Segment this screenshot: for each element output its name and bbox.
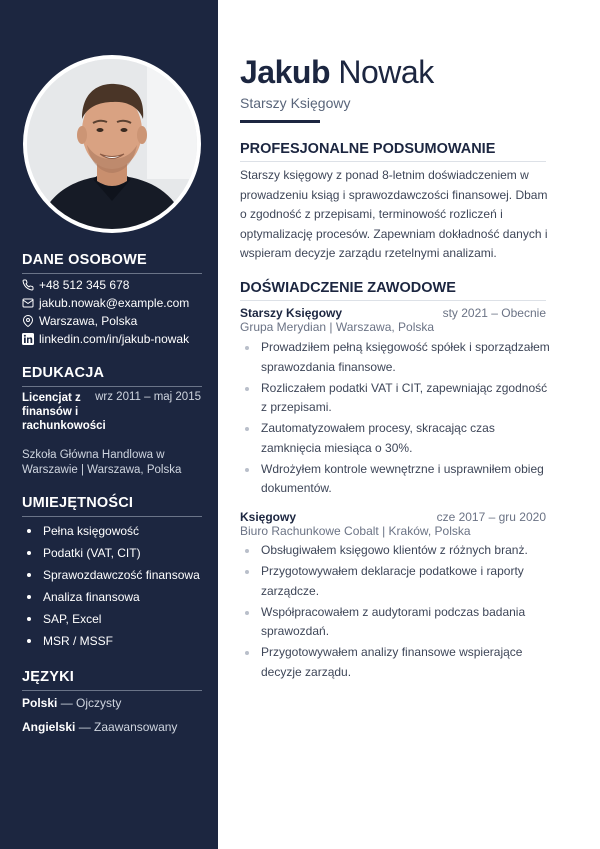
location-pin-icon xyxy=(22,315,34,327)
email-icon xyxy=(22,297,34,309)
education-degree: Licencjat z finansów i rachunkowości xyxy=(22,392,106,432)
accent-divider xyxy=(240,120,320,123)
contact-phone[interactable] xyxy=(22,277,212,293)
job-role: Starszy Księgowy xyxy=(240,95,351,111)
job-bullet: Przygotowywałem analizy finansowe wspierające decyzje zarządu. xyxy=(240,643,550,682)
skill-item: Analiza finansowa xyxy=(22,589,207,611)
job-bullets xyxy=(240,338,550,500)
skill-item: MSR / MSSF xyxy=(22,633,207,655)
education-school: Szkoła Główna Handlowa w Warszawie | Warszawa, Polska xyxy=(22,449,182,476)
education-section-title: EDUKACJA xyxy=(22,365,202,387)
job-company: Grupa Merydian | Warszawa, Polska xyxy=(240,320,435,334)
language-name: Angielski xyxy=(22,720,76,734)
location-text: Warszawa, Polska xyxy=(39,314,138,328)
profile-photo-frame xyxy=(23,55,201,233)
job-bullets xyxy=(240,541,550,684)
email-text: jakub.nowak@example.com xyxy=(39,296,190,310)
job-bullet: Współpracowałem z audytorami podczas badania sprawozdań. xyxy=(240,603,550,642)
full-name xyxy=(240,54,434,91)
job-title: Księgowy xyxy=(240,510,297,524)
skill-item: Podatki (VAT, CIT) xyxy=(22,545,207,567)
skill-item: Pełna księgowość xyxy=(22,523,207,545)
language-name: Polski xyxy=(22,696,58,710)
language-item: Angielski — Zaawansowany xyxy=(22,720,178,734)
languages-section-title: JĘZYKI xyxy=(22,669,202,691)
job-bullet: Prowadziłem pełną księgowość spółek i sporządzałem sprawozdania finansowe. xyxy=(240,338,550,377)
job-bullet: Wdrożyłem kontrole wewnętrzne i usprawniłem obieg dokumentów. xyxy=(240,460,550,499)
summary-text: Starszy księgowy z ponad 8-letnim doświadczeniem w prowadzeniu ksiąg i sprawozdawczości finansowej. Dbam o zgodność z przepisami, terminowość rozliczeń i optymalizację procesów. Zapewniam dokładność danych i wspieram decyzje zarządu rzetelnymi analizami. xyxy=(240,168,548,260)
language-item: Polski — Ojczysty xyxy=(22,696,122,710)
job-company: Biuro Rachunkowe Cobalt | Kraków, Polska xyxy=(240,524,471,538)
linkedin-text: linkedin.com/in/jakub-nowak xyxy=(39,332,190,346)
linkedin-icon xyxy=(22,333,34,345)
job-dates: sty 2021 – Obecnie xyxy=(442,306,546,320)
language-level: Zaawansowany xyxy=(94,720,178,734)
contact-location xyxy=(22,313,212,329)
skill-item: SAP, Excel xyxy=(22,611,207,633)
job-title: Starszy Księgowy xyxy=(240,306,343,320)
job-dates: cze 2017 – gru 2020 xyxy=(436,510,546,524)
skills-list xyxy=(22,523,207,655)
job-bullet: Przygotowywałem deklaracje podatkowe i raporty zarządcze. xyxy=(240,562,550,601)
sidebar xyxy=(0,0,218,849)
summary-section-title: PROFESJONALNE PODSUMOWANIE xyxy=(240,141,546,162)
experience-section-title: DOŚWIADCZENIE ZAWODOWE xyxy=(240,280,546,301)
contact-email[interactable] xyxy=(22,295,212,311)
first-name: Jakub xyxy=(240,54,330,90)
language-level: Ojczysty xyxy=(76,696,122,710)
job-bullet: Zautomatyzowałem procesy, skracając czas zamknięcia miesiąca o 30%. xyxy=(240,419,550,458)
contact-linkedin[interactable] xyxy=(22,331,212,347)
phone-text: +48 512 345 678 xyxy=(39,278,130,292)
personal-section-title: DANE OSOBOWE xyxy=(22,252,202,274)
job-bullet: Obsługiwałem księgowo klientów z różnych branż. xyxy=(240,541,550,561)
last-name: Nowak xyxy=(338,54,434,90)
skills-section-title: UMIEJĘTNOŚCI xyxy=(22,495,202,517)
skill-item: Sprawozdawczość finansowa xyxy=(22,567,207,589)
profile-photo xyxy=(27,59,197,229)
phone-icon xyxy=(22,279,34,291)
job-bullet: Rozliczałem podatki VAT i CIT, zapewniając zgodność z przepisami. xyxy=(240,379,550,418)
education-dates: wrz 2011 – maj 2015 xyxy=(95,391,201,403)
